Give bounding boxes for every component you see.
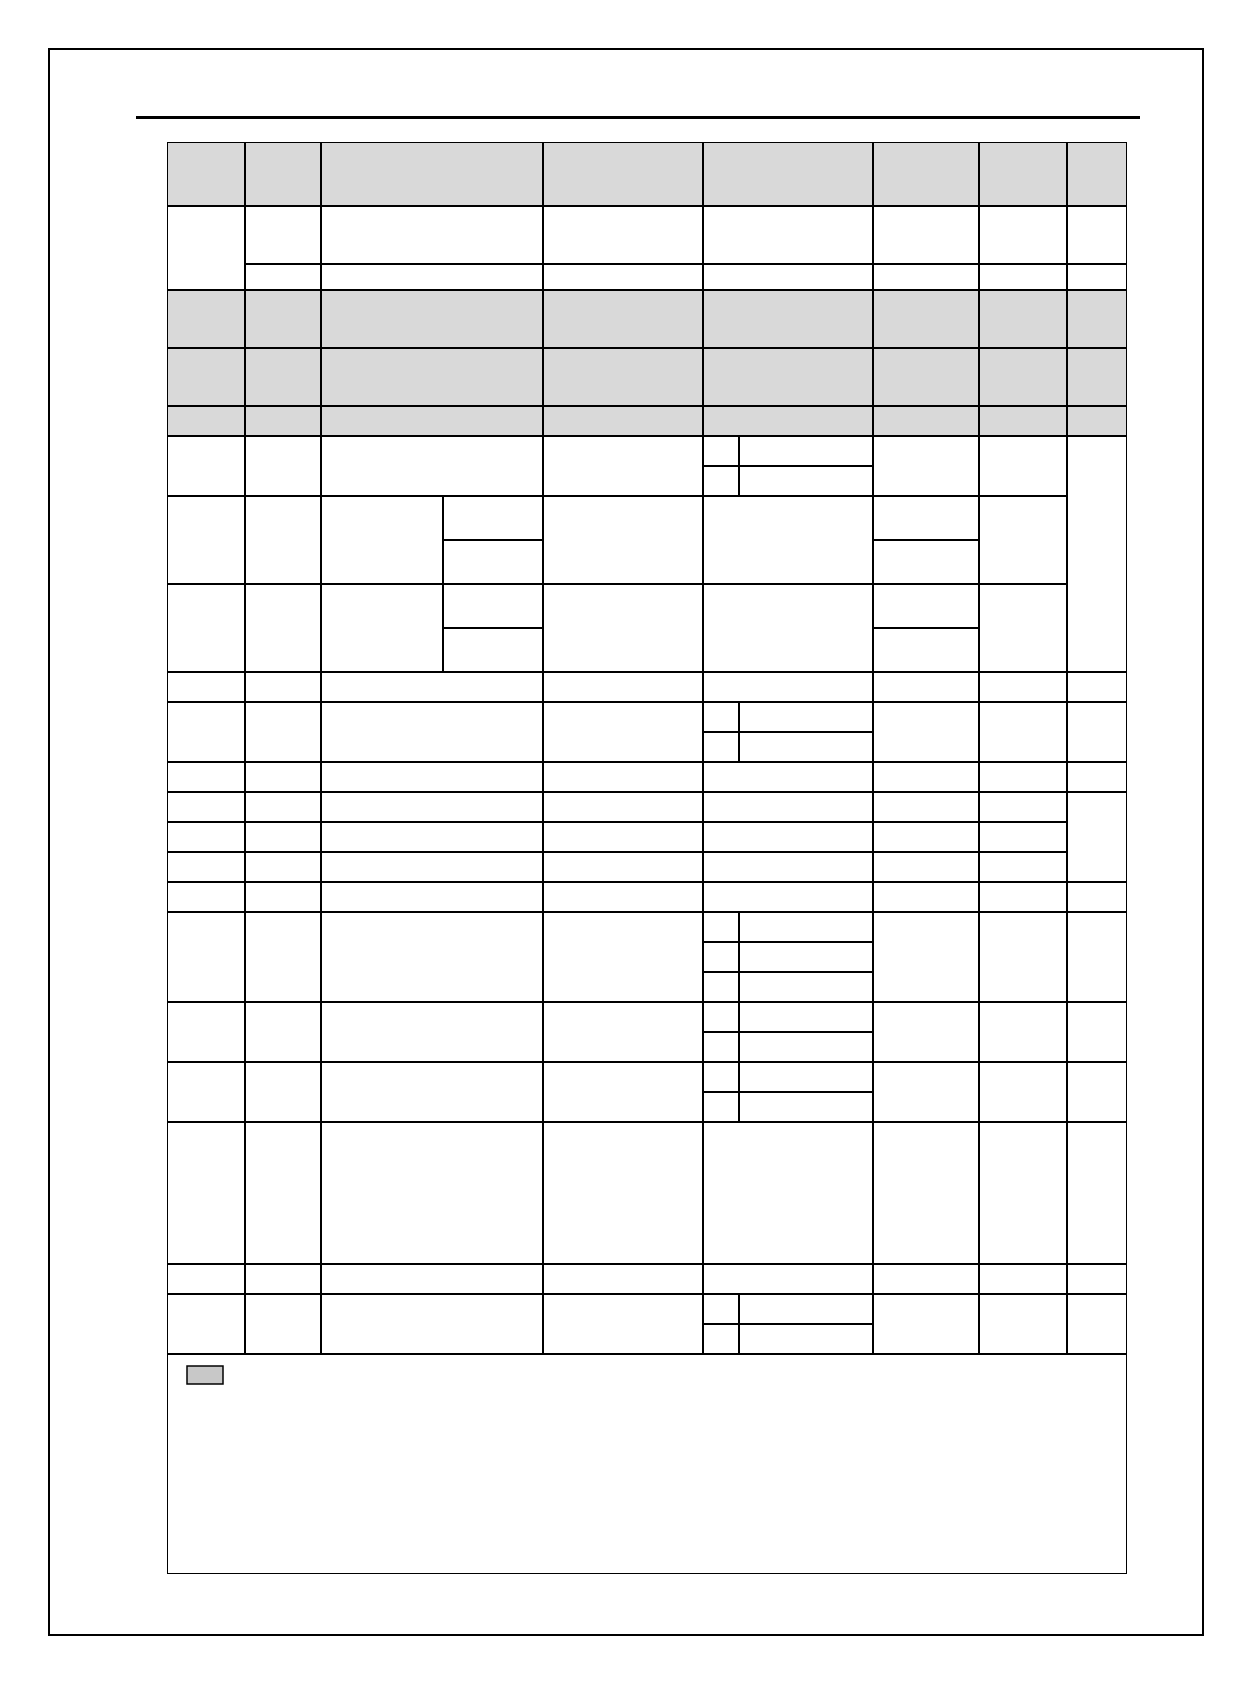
header-band-1 (167, 142, 1127, 206)
form-table-grid (167, 142, 1127, 1574)
merged-cell-a1 (168, 207, 244, 289)
header-band-2 (167, 290, 1127, 348)
form-table (167, 142, 1127, 1574)
header-band-4 (167, 406, 1127, 436)
header-band-3 (167, 348, 1127, 406)
legend-swatch (187, 1366, 223, 1384)
header-rule (136, 116, 1140, 119)
